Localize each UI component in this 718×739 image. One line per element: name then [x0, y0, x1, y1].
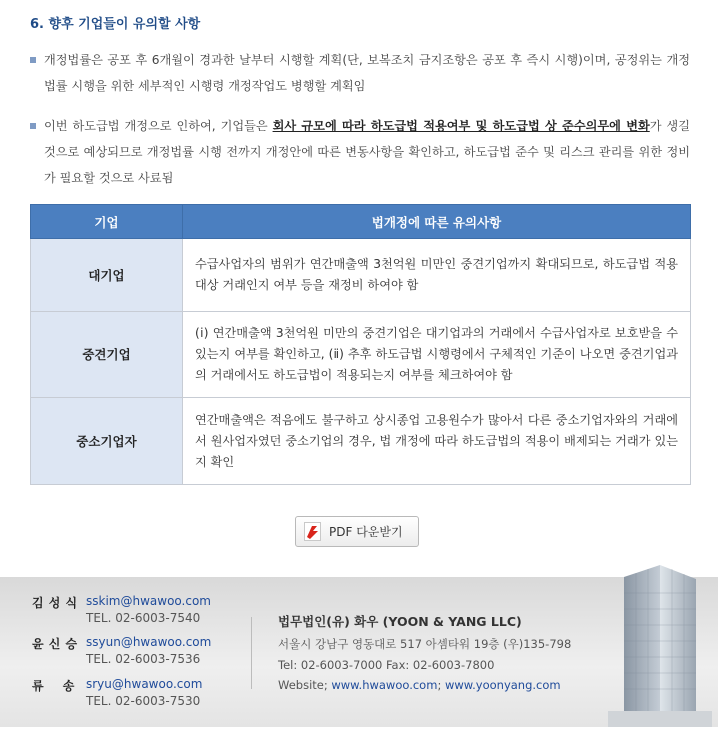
contact-email-link[interactable]: sryu@hwawoo.com [86, 677, 203, 691]
row-category: 중견기업 [31, 312, 183, 398]
website-link-hwawoo[interactable]: www.hwawoo.com [331, 678, 438, 692]
bullet-item [30, 47, 690, 99]
section-title: 6. 향후 기업들이 유의할 사항 [30, 17, 201, 32]
bullet-text-underlined: 회사 규모에 따라 하도급법 적용여부 및 하도급법 상 준수의무에 변화 [272, 119, 650, 133]
pdf-download-button[interactable] [295, 516, 419, 547]
row-description: 연간매출액은 적음에도 불구하고 상시종업 고용원수가 많아서 다른 중소기업자와의 거래에서 원사업자였던 중소기업의 경우, 법 개정에 따라 하도급법의 적용이 배제되는 거래가 있는지 확인 [183, 398, 691, 485]
bullet-item [30, 113, 690, 191]
row-description: 수급사업자의 범위가 연간매출액 3천억원 미만인 중견기업까지 확대되므로, 하도급법 적용대상 거래인지 여부 등을 재정비 하여야 함 [183, 239, 691, 312]
firm-name: 법무법인(유) 화우 (YOON & YANG LLC) [278, 614, 522, 629]
notice-table [30, 204, 691, 485]
bullet-list [30, 47, 690, 205]
contact-name: 김 성 식 [32, 596, 78, 610]
contact-phone: TEL. 02-6003-7540 [86, 611, 201, 625]
pdf-icon [304, 522, 321, 541]
table-row [31, 398, 691, 485]
square-bullet-icon [30, 57, 36, 63]
website-label: Website; [278, 678, 332, 692]
contact-email-link[interactable]: ssyun@hwawoo.com [86, 635, 212, 649]
contact-name: 류 송 [32, 679, 75, 693]
bullet-text-after: 가 생길 것으로 예상되므로 개정법률 시행 전까지 개정안에 따른 변동사항을 확인하고, 하도급법 준수 및 리스크 관리를 위한 정비가 필요할 것으로 사료됨 [44, 119, 690, 185]
website-separator: ; [437, 678, 445, 692]
contact-phone: TEL. 02-6003-7530 [86, 694, 201, 708]
firm-info [278, 612, 571, 692]
footer-bottom-strip [0, 727, 718, 739]
office-building-image [600, 563, 716, 727]
bullet-text: 개정법률은 공포 후 6개월이 경과한 날부터 시행할 계획(단, 보복조치 금지조항은 공포 후 즉시 시행)이며, 공정위는 개정법률 시행을 위한 세부적인 시행령 개정작업도 병행할 계획임 [44, 53, 690, 93]
contact-phone: TEL. 02-6003-7536 [86, 652, 201, 666]
square-bullet-icon [30, 123, 36, 129]
firm-phone: Tel: 02-6003-7000 Fax: 02-6003-7800 [278, 658, 495, 672]
footer-divider [251, 617, 252, 689]
website-link-yoonyang[interactable]: www.yoonyang.com [444, 678, 561, 692]
column-header-company: 기업 [31, 205, 183, 239]
contact-name: 윤 신 승 [32, 637, 78, 651]
table-row [31, 239, 691, 312]
row-category: 중소기업자 [31, 398, 183, 485]
firm-website [278, 678, 571, 692]
contact-email-link[interactable]: sskim@hwawoo.com [86, 594, 211, 608]
row-description: (ⅰ) 연간매출액 3천억원 미만의 중견기업은 대기업과의 거래에서 수급사업자로 보호받을 수 있는지 여부를 확인하고, (ⅱ) 추후 하도급법 시행령에서 구체적인 기준이 나오면 중견기업과의 거래에서도 하도급법이 적용되는지 여부를 체크하여야 함 [183, 312, 691, 398]
table-row [31, 312, 691, 398]
firm-address: 서울시 강남구 영동대로 517 아셈타워 19층 (우)135-798 [278, 637, 572, 651]
column-header-notes: 법개정에 따른 유의사항 [183, 205, 691, 239]
table-header-row [31, 205, 691, 239]
pdf-download-label: PDF 다운받기 [329, 525, 403, 539]
bullet-text-before: 이번 하도급법 개정으로 인하여, 기업들은 [44, 119, 273, 133]
row-category: 대기업 [31, 239, 183, 312]
